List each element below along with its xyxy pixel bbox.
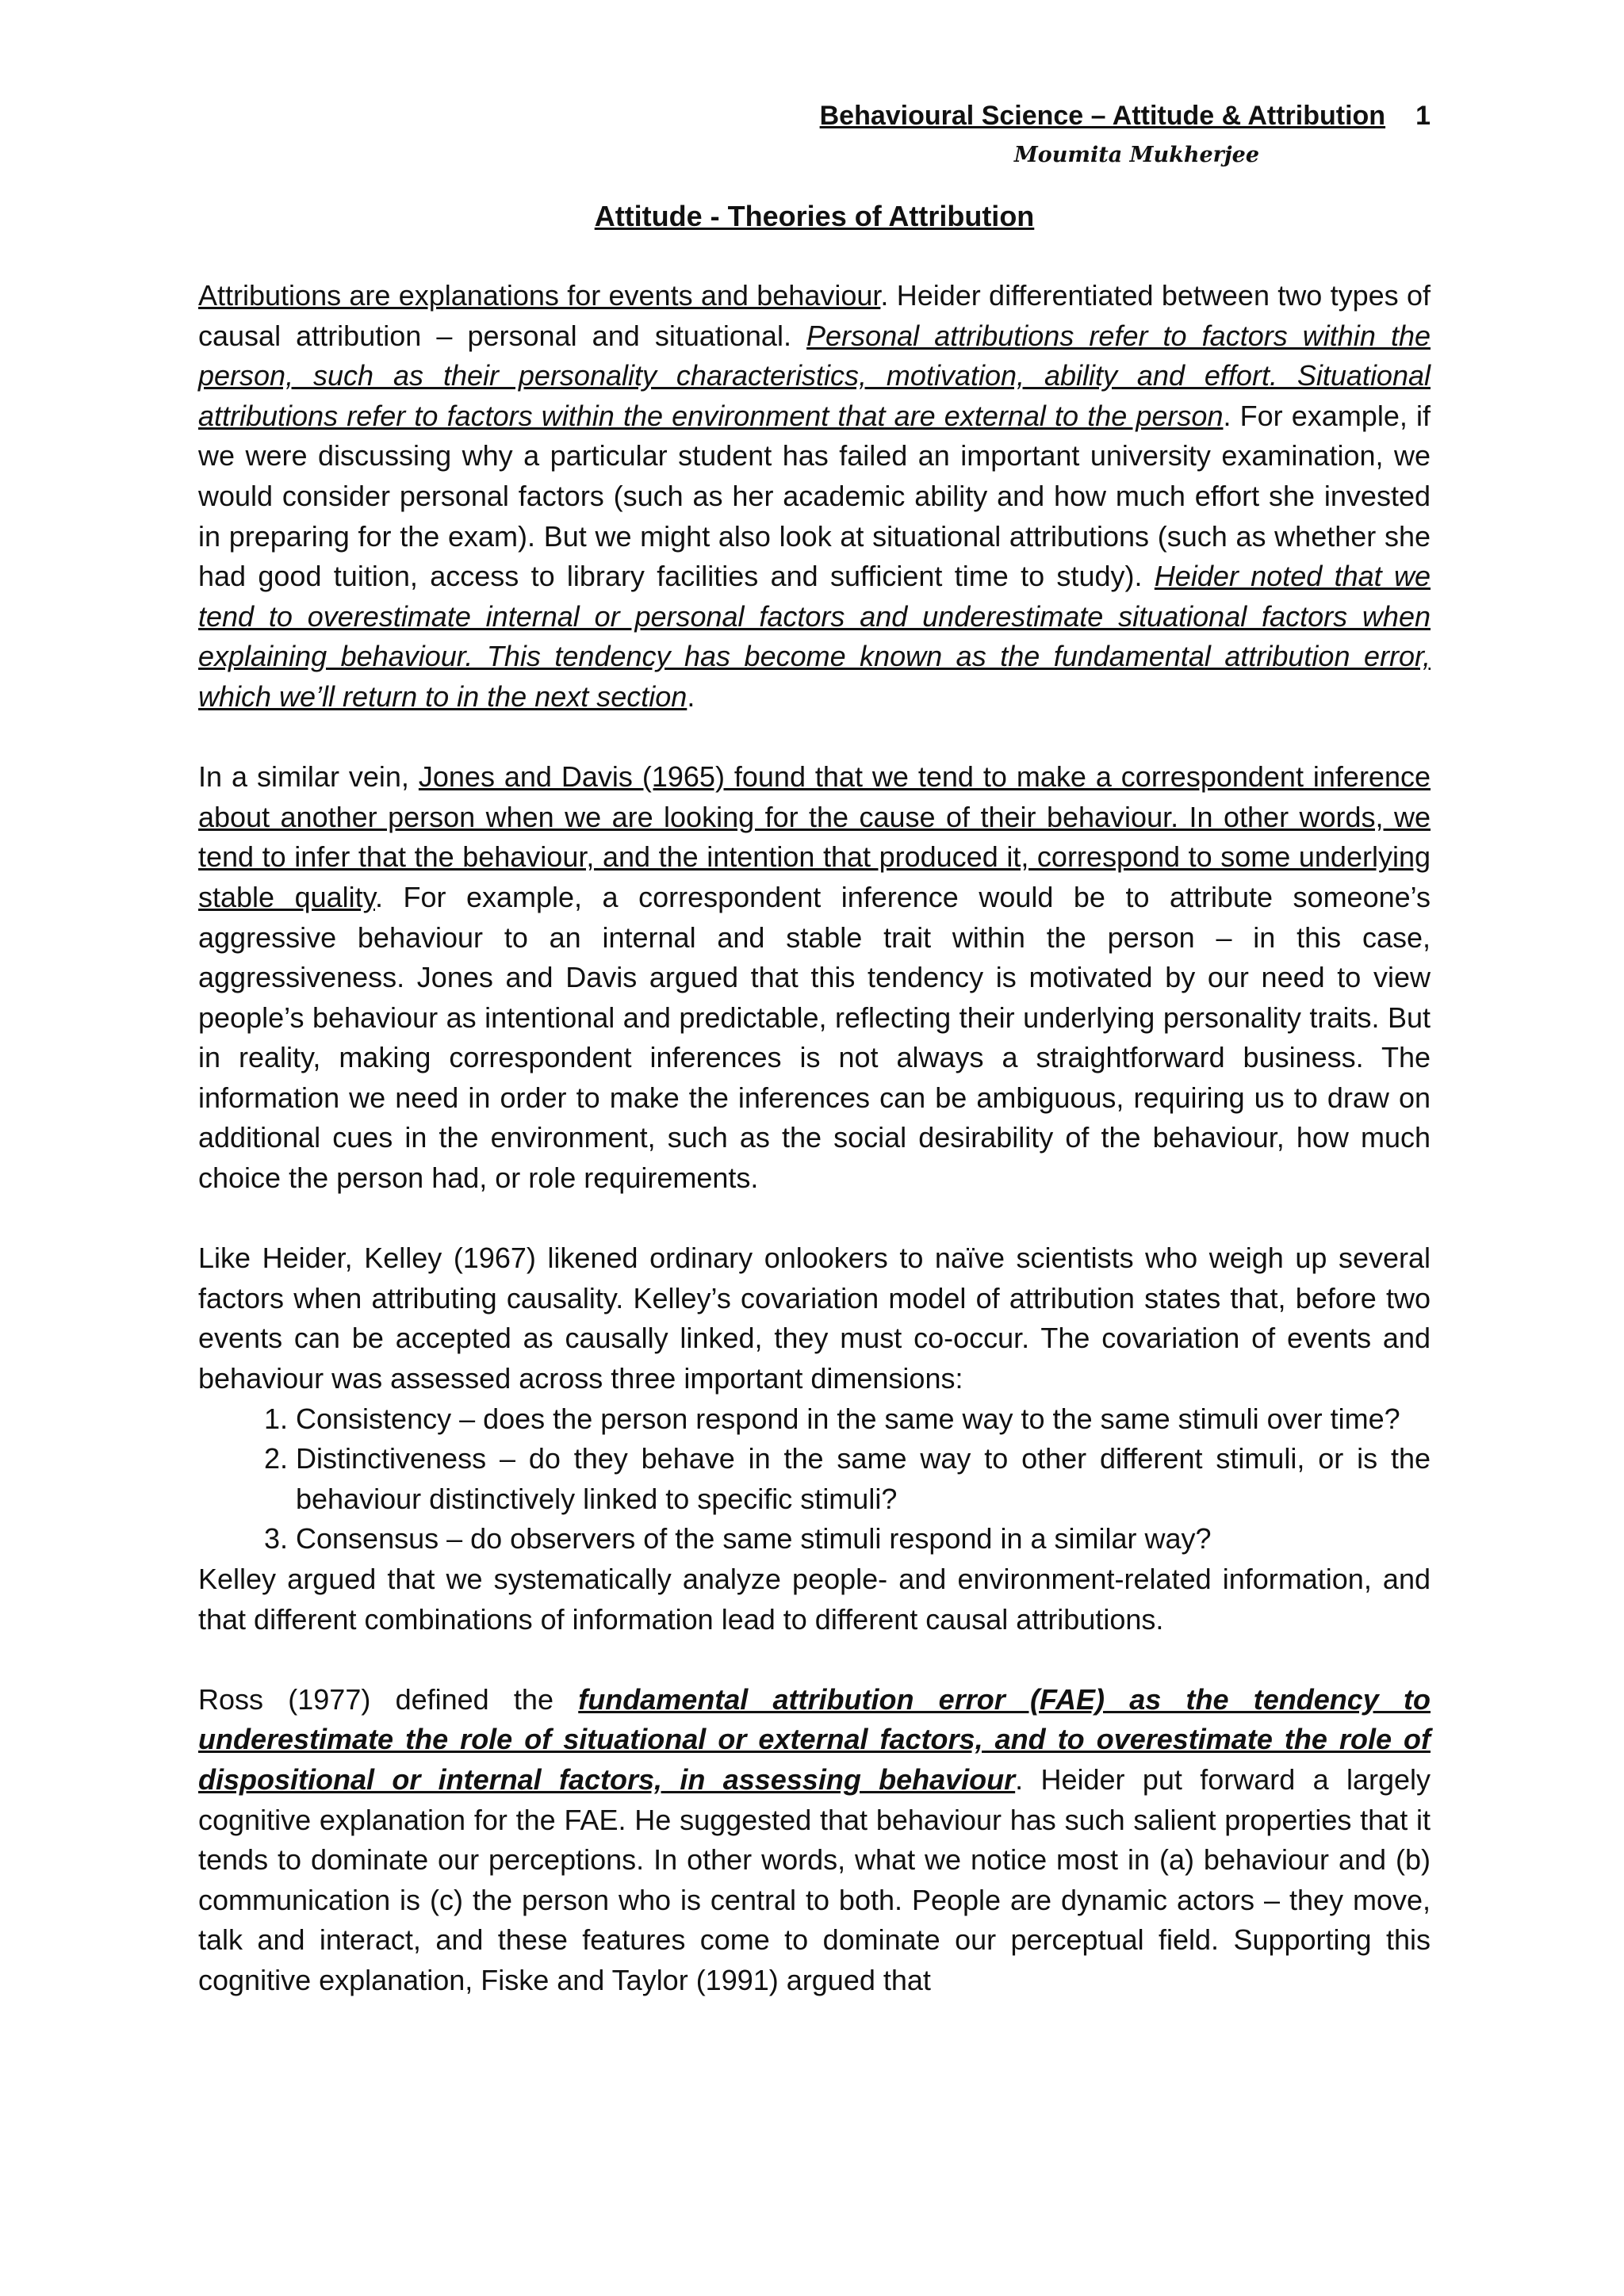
text-span: . Heider put forward a largely cognitive explanation for the FAE. He suggested that behaviour has such salient properties that it tends to dominate our perceptions. In other words, what we notice most in (a) behaviour and (b) communication is (c) the person who is central to both. People are dynamic actors – they move, talk and interact, and these features come to dominate our perceptual field. Supporting this cognitive explanation, Fiske and Taylor (1991) argued that: [198, 1762, 1431, 1996]
page-number: 1: [1415, 101, 1431, 131]
author-name: Moumita Mukherjee: [1013, 143, 1259, 167]
document-title: Attitude - Theories of Attribution: [594, 200, 1035, 232]
text-span: Attributions are explanations for events and behaviour: [198, 279, 881, 312]
header-title: Behavioural Science – Attitude & Attribution: [819, 101, 1386, 131]
paragraph-attributions: [198, 276, 1431, 718]
text-span: Jones and Davis (1965) found that we tend to make a correspondent inference about another person when we are looking for the cause of their behaviour. In other words, we tend to infer that the behaviour, and the intention that produced it, correspond to some underlying stable quality: [198, 760, 1431, 913]
paragraph-ross: [198, 1680, 1431, 2001]
text-span: .: [687, 679, 695, 713]
text-span: Ross (1977) defined the: [198, 1682, 579, 1716]
paragraph-kelley-intro: Like Heider, Kelley (1967) likened ordinary onlookers to naïve scientists who weigh up several factors when attributing causality. Kelley’s covariation model of attribution states that, before two events can be accepted as causally linked, they must co-occur. The covariation of events and behaviour was assessed across three important dimensions:: [198, 1242, 1431, 1395]
list-item: 3. Consensus – do observers of the same stimuli respond in a similar way?: [296, 1519, 1431, 1559]
text-span: In a similar vein,: [198, 760, 419, 794]
paragraph-kelley-outro: Kelley argued that we systematically analyze people- and environment-related information, and that different combinations of information lead to different causal attributions.: [198, 1563, 1431, 1636]
list-item: 2. Distinctiveness – do they behave in the same way to other different stimuli, or is the behaviour distinctively linked to specific stimuli?: [296, 1439, 1431, 1519]
running-header: [198, 97, 1431, 135]
text-span: . For example, if we were discussing why a particular student has failed an important university examination, we would consider personal factors (such as her academic ability and how much effort she invested in preparing for the exam). But we might also look at situational attributions (such as whether she had good tuition, access to library facilities and sufficient time to study).: [198, 399, 1431, 593]
text-span: Personal attributions refer to factors within the person, such as their personality characteristics, motivation, ability and effort. Situational attributions refer to factors within the environment that are external to the person: [198, 319, 1431, 432]
document-body: [198, 276, 1431, 2041]
paragraph-jones-davis: [198, 757, 1431, 1199]
text-span: fundamental attribution error (FAE) as the tendency to underestimate the role of situational or external factors, and to overestimate the role of dispositional or internal factors, in assessing behaviour: [198, 1682, 1431, 1796]
text-span: . Heider differentiated between two types of causal attribution – personal and situational.: [198, 279, 1431, 352]
dimensions-list: [198, 1399, 1431, 1559]
list-item: 1. Consistency – does the person respond in the same way to the same stimuli over time?: [296, 1399, 1431, 1440]
text-span: . For example, a correspondent inference would be to attribute someone’s aggressive behaviour to an internal and stable trait within the person – in this case, aggressiveness. Jones and Davis argued that this tendency is motivated by our need to view people’s behaviour as intentional and predictable, reflecting their underlying personality traits. But in reality, making correspondent inferences is not always a straightforward business. The information we need in order to make the inferences can be ambiguous, requiring us to draw on additional cues in the environment, such as the social desirability of the behaviour, how much choice the person had, or role requirements.: [198, 880, 1431, 1195]
text-span: Heider noted that we tend to overestimate internal or personal factors and underestimate situational factors when explaining behaviour. This tendency has become known as the fundamental attribution error, which we’ll return to in the next section: [198, 560, 1431, 713]
